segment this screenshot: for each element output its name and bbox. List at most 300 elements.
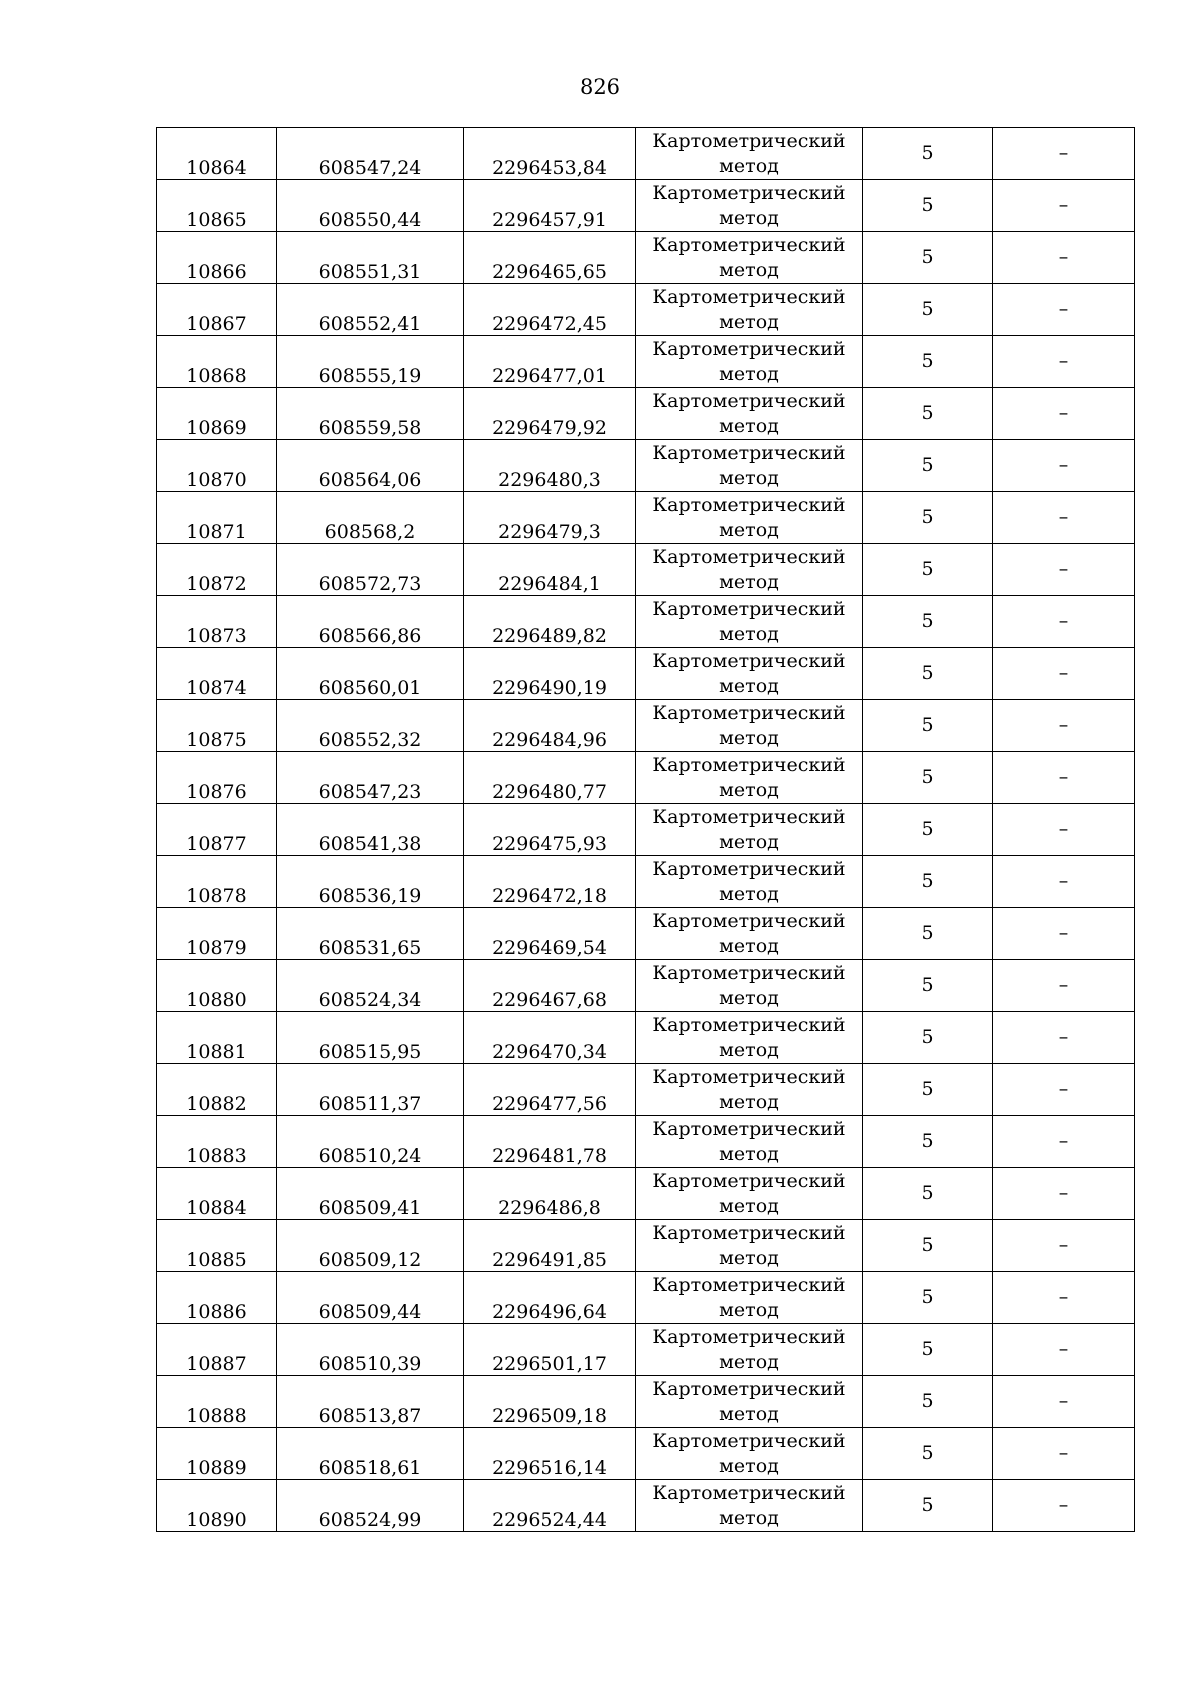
accuracy-value: 5	[863, 1272, 993, 1324]
method-line-1: Картометрический	[652, 1377, 846, 1400]
coordinate-x-cell	[277, 284, 464, 336]
coordinate-y-cell	[464, 544, 636, 596]
accuracy-value: 5	[863, 1428, 993, 1480]
point-number-cell	[157, 752, 277, 804]
method-line-1: Картометрический	[652, 1325, 846, 1348]
coordinate-x: 608552,32	[318, 729, 422, 751]
note-value: –	[993, 752, 1135, 804]
note-value: –	[993, 856, 1135, 908]
note-value: –	[993, 544, 1135, 596]
method-line-2: метод	[719, 1350, 779, 1373]
accuracy-value: 5	[863, 908, 993, 960]
coordinate-x: 608550,44	[318, 209, 422, 231]
coordinate-x-cell	[277, 1324, 464, 1376]
point-number: 10870	[186, 469, 247, 491]
coordinate-x: 608536,19	[318, 885, 422, 907]
note-value: –	[993, 1272, 1135, 1324]
table-row	[157, 440, 1135, 492]
table-row	[157, 1324, 1135, 1376]
coordinate-x: 608555,19	[318, 365, 422, 387]
coordinate-x: 608510,24	[318, 1145, 422, 1167]
coordinate-x-cell	[277, 232, 464, 284]
method-line-2: метод	[719, 1038, 779, 1061]
method-cell	[636, 284, 863, 336]
coordinate-x-cell	[277, 1012, 464, 1064]
note-value: –	[993, 700, 1135, 752]
table-row	[157, 1480, 1135, 1532]
point-number-cell	[157, 596, 277, 648]
table-row	[157, 1012, 1135, 1064]
coordinate-x-cell	[277, 804, 464, 856]
point-number-cell	[157, 284, 277, 336]
coordinate-x-cell	[277, 1428, 464, 1480]
note-value: –	[993, 1324, 1135, 1376]
coordinate-x: 608510,39	[318, 1353, 422, 1375]
table-row	[157, 1428, 1135, 1480]
coordinate-x: 608568,2	[324, 521, 416, 543]
method-cell	[636, 856, 863, 908]
coordinate-y: 2296465,65	[492, 261, 607, 283]
coordinate-x: 608509,41	[318, 1197, 422, 1219]
note-value: –	[993, 1012, 1135, 1064]
table-row	[157, 1116, 1135, 1168]
method-line-1: Картометрический	[652, 909, 846, 932]
method-line-2: метод	[719, 882, 779, 905]
point-number-cell	[157, 180, 277, 232]
coordinate-x-cell	[277, 388, 464, 440]
coordinate-x-cell	[277, 648, 464, 700]
coordinate-y: 2296481,78	[492, 1145, 607, 1167]
coordinate-x: 608559,58	[318, 417, 422, 439]
coordinate-y-cell	[464, 1168, 636, 1220]
method-line-2: метод	[719, 1194, 779, 1217]
note-value: –	[993, 1480, 1135, 1532]
method-line-1: Картометрический	[652, 1169, 846, 1192]
coordinate-x-cell	[277, 596, 464, 648]
coordinate-x: 608547,23	[318, 781, 422, 803]
method-line-1: Картометрический	[652, 1221, 846, 1244]
point-number-cell	[157, 232, 277, 284]
coordinate-x-cell	[277, 440, 464, 492]
coordinate-x: 608572,73	[318, 573, 422, 595]
point-number-cell	[157, 1272, 277, 1324]
table-row	[157, 752, 1135, 804]
method-cell	[636, 960, 863, 1012]
coordinate-x-cell	[277, 1064, 464, 1116]
point-number-cell	[157, 336, 277, 388]
coordinate-y-cell	[464, 180, 636, 232]
coordinate-y: 2296477,01	[492, 365, 607, 387]
point-number: 10885	[186, 1249, 247, 1271]
coordinate-y: 2296484,1	[498, 573, 601, 595]
point-number: 10888	[186, 1405, 247, 1427]
method-line-1: Картометрический	[652, 805, 846, 828]
coordinate-y: 2296457,91	[492, 209, 607, 231]
accuracy-value: 5	[863, 440, 993, 492]
method-line-2: метод	[719, 310, 779, 333]
method-cell	[636, 1376, 863, 1428]
accuracy-value: 5	[863, 856, 993, 908]
table-row	[157, 128, 1135, 180]
point-number: 10890	[186, 1509, 247, 1531]
coordinate-y: 2296472,45	[492, 313, 607, 335]
coordinate-x-cell	[277, 856, 464, 908]
coordinate-y: 2296524,44	[492, 1509, 607, 1531]
accuracy-value: 5	[863, 284, 993, 336]
method-line-1: Картометрический	[652, 545, 846, 568]
note-value: –	[993, 284, 1135, 336]
coordinate-x-cell	[277, 1220, 464, 1272]
coordinate-y-cell	[464, 856, 636, 908]
point-number-cell	[157, 1012, 277, 1064]
method-cell	[636, 596, 863, 648]
coordinate-y-cell	[464, 700, 636, 752]
point-number: 10871	[186, 521, 247, 543]
coordinate-y-cell	[464, 648, 636, 700]
point-number: 10868	[186, 365, 247, 387]
method-line-2: метод	[719, 986, 779, 1009]
point-number: 10875	[186, 729, 247, 751]
coordinate-y-cell	[464, 908, 636, 960]
method-line-2: метод	[719, 1246, 779, 1269]
note-value: –	[993, 336, 1135, 388]
point-number: 10882	[186, 1093, 247, 1115]
coordinate-y: 2296509,18	[492, 1405, 607, 1427]
method-line-2: метод	[719, 362, 779, 385]
method-cell	[636, 440, 863, 492]
method-line-1: Картометрический	[652, 389, 846, 412]
point-number: 10889	[186, 1457, 247, 1479]
method-cell	[636, 804, 863, 856]
method-cell	[636, 492, 863, 544]
table-row	[157, 804, 1135, 856]
point-number-cell	[157, 1168, 277, 1220]
method-cell	[636, 648, 863, 700]
point-number: 10873	[186, 625, 247, 647]
method-line-1: Картометрический	[652, 1117, 846, 1140]
note-value: –	[993, 908, 1135, 960]
method-line-1: Картометрический	[652, 129, 846, 152]
coordinate-x: 608564,06	[318, 469, 422, 491]
point-number: 10872	[186, 573, 247, 595]
point-number: 10865	[186, 209, 247, 231]
method-line-2: метод	[719, 1142, 779, 1165]
point-number-cell	[157, 544, 277, 596]
coordinate-x: 608551,31	[318, 261, 422, 283]
coordinate-x: 608531,65	[318, 937, 422, 959]
coordinate-x-cell	[277, 960, 464, 1012]
method-line-2: метод	[719, 726, 779, 749]
method-line-2: метод	[719, 258, 779, 281]
coordinate-y-cell	[464, 1220, 636, 1272]
point-number-cell	[157, 388, 277, 440]
coordinate-x-cell	[277, 1376, 464, 1428]
method-line-2: метод	[719, 622, 779, 645]
coordinate-x-cell	[277, 752, 464, 804]
method-line-1: Картометрический	[652, 597, 846, 620]
accuracy-value: 5	[863, 1324, 993, 1376]
coordinate-y-cell	[464, 1376, 636, 1428]
coordinate-y: 2296467,68	[492, 989, 607, 1011]
coordinate-y: 2296490,19	[492, 677, 607, 699]
point-number-cell	[157, 856, 277, 908]
accuracy-value: 5	[863, 700, 993, 752]
coordinate-y: 2296486,8	[498, 1197, 601, 1219]
method-cell	[636, 1428, 863, 1480]
point-number: 10876	[186, 781, 247, 803]
coordinate-x: 608524,34	[318, 989, 422, 1011]
table-row	[157, 908, 1135, 960]
point-number-cell	[157, 1376, 277, 1428]
method-cell	[636, 544, 863, 596]
note-value: –	[993, 1116, 1135, 1168]
note-value: –	[993, 1168, 1135, 1220]
method-line-1: Картометрический	[652, 649, 846, 672]
coordinate-y: 2296475,93	[492, 833, 607, 855]
method-cell	[636, 1220, 863, 1272]
coordinate-y-cell	[464, 960, 636, 1012]
accuracy-value: 5	[863, 1480, 993, 1532]
method-cell	[636, 1012, 863, 1064]
coordinate-y: 2296470,34	[492, 1041, 607, 1063]
coordinate-y-cell	[464, 284, 636, 336]
method-line-1: Картометрический	[652, 233, 846, 256]
point-number: 10879	[186, 937, 247, 959]
coordinate-y: 2296477,56	[492, 1093, 607, 1115]
point-number: 10869	[186, 417, 247, 439]
method-cell	[636, 1480, 863, 1532]
method-line-2: метод	[719, 1402, 779, 1425]
accuracy-value: 5	[863, 336, 993, 388]
note-value: –	[993, 232, 1135, 284]
note-value: –	[993, 648, 1135, 700]
coordinate-x: 608513,87	[318, 1405, 422, 1427]
coordinate-y-cell	[464, 1116, 636, 1168]
coordinate-x-cell	[277, 1272, 464, 1324]
method-line-1: Картометрический	[652, 701, 846, 724]
table-row	[157, 596, 1135, 648]
coordinate-y-cell	[464, 492, 636, 544]
method-cell	[636, 1064, 863, 1116]
method-line-2: метод	[719, 1298, 779, 1321]
coordinate-y: 2296501,17	[492, 1353, 607, 1375]
method-cell	[636, 232, 863, 284]
accuracy-value: 5	[863, 1012, 993, 1064]
point-number-cell	[157, 1220, 277, 1272]
table-row	[157, 336, 1135, 388]
method-line-1: Картометрический	[652, 1429, 846, 1452]
note-value: –	[993, 960, 1135, 1012]
method-line-1: Картометрический	[652, 857, 846, 880]
table-body	[157, 128, 1135, 1532]
table-row	[157, 856, 1135, 908]
coordinate-y: 2296491,85	[492, 1249, 607, 1271]
point-number: 10883	[186, 1145, 247, 1167]
point-number: 10864	[186, 157, 247, 179]
coordinate-y-cell	[464, 752, 636, 804]
table-row	[157, 180, 1135, 232]
point-number-cell	[157, 1480, 277, 1532]
table-row	[157, 1272, 1135, 1324]
coordinate-y: 2296472,18	[492, 885, 607, 907]
accuracy-value: 5	[863, 544, 993, 596]
method-line-1: Картометрический	[652, 285, 846, 308]
coordinate-x-cell	[277, 336, 464, 388]
note-value: –	[993, 1428, 1135, 1480]
point-number: 10867	[186, 313, 247, 335]
note-value: –	[993, 596, 1135, 648]
accuracy-value: 5	[863, 128, 993, 180]
note-value: –	[993, 1220, 1135, 1272]
point-number: 10866	[186, 261, 247, 283]
coordinate-x: 608547,24	[318, 157, 422, 179]
table-row	[157, 700, 1135, 752]
coordinate-x-cell	[277, 180, 464, 232]
accuracy-value: 5	[863, 648, 993, 700]
point-number-cell	[157, 1324, 277, 1376]
page-number: 826	[579, 75, 621, 99]
table-row	[157, 232, 1135, 284]
coordinate-x: 608518,61	[318, 1457, 422, 1479]
note-value: –	[993, 440, 1135, 492]
method-line-1: Картометрический	[652, 1273, 846, 1296]
coordinate-x-cell	[277, 128, 464, 180]
point-number: 10880	[186, 989, 247, 1011]
method-line-2: метод	[719, 1506, 779, 1529]
coordinate-x-cell	[277, 544, 464, 596]
method-cell	[636, 180, 863, 232]
point-number-cell	[157, 1428, 277, 1480]
coordinate-x: 608541,38	[318, 833, 422, 855]
point-number-cell	[157, 440, 277, 492]
point-number-cell	[157, 1116, 277, 1168]
method-line-1: Картометрический	[652, 1065, 846, 1088]
method-line-2: метод	[719, 206, 779, 229]
point-number-cell	[157, 908, 277, 960]
method-cell	[636, 128, 863, 180]
method-cell	[636, 1168, 863, 1220]
coordinate-y-cell	[464, 1012, 636, 1064]
coordinate-y-cell	[464, 1480, 636, 1532]
point-number-cell	[157, 128, 277, 180]
accuracy-value: 5	[863, 804, 993, 856]
method-line-1: Картометрический	[652, 1013, 846, 1036]
method-line-2: метод	[719, 830, 779, 853]
table-row	[157, 1064, 1135, 1116]
accuracy-value: 5	[863, 960, 993, 1012]
table-row	[157, 284, 1135, 336]
table-row	[157, 648, 1135, 700]
coordinate-y: 2296479,92	[492, 417, 607, 439]
coordinate-x-cell	[277, 492, 464, 544]
coordinate-x-cell	[277, 1116, 464, 1168]
method-line-1: Картометрический	[652, 493, 846, 516]
method-cell	[636, 388, 863, 440]
coordinate-x: 608566,86	[318, 625, 422, 647]
table-row	[157, 1376, 1135, 1428]
method-line-1: Картометрический	[652, 961, 846, 984]
coordinate-y: 2296479,3	[498, 521, 601, 543]
table-row	[157, 960, 1135, 1012]
point-number-cell	[157, 492, 277, 544]
method-line-1: Картометрический	[652, 337, 846, 360]
coordinate-y-cell	[464, 336, 636, 388]
coordinate-y: 2296469,54	[492, 937, 607, 959]
method-line-1: Картометрический	[652, 181, 846, 204]
coordinate-x: 608515,95	[318, 1041, 422, 1063]
coordinate-y-cell	[464, 596, 636, 648]
note-value: –	[993, 804, 1135, 856]
coordinate-y: 2296480,77	[492, 781, 607, 803]
point-number: 10881	[186, 1041, 247, 1063]
point-number: 10887	[186, 1353, 247, 1375]
note-value: –	[993, 180, 1135, 232]
coordinate-y: 2296480,3	[498, 469, 601, 491]
method-cell	[636, 336, 863, 388]
accuracy-value: 5	[863, 180, 993, 232]
coordinate-y: 2296484,96	[492, 729, 607, 751]
method-line-2: метод	[719, 154, 779, 177]
method-line-1: Картометрический	[652, 441, 846, 464]
method-line-2: метод	[719, 1454, 779, 1477]
point-number-cell	[157, 648, 277, 700]
coordinate-y-cell	[464, 1428, 636, 1480]
coordinate-x: 608509,44	[318, 1301, 422, 1323]
coordinate-x: 608560,01	[318, 677, 422, 699]
table-row	[157, 1168, 1135, 1220]
accuracy-value: 5	[863, 1064, 993, 1116]
coordinate-x-cell	[277, 1168, 464, 1220]
method-cell	[636, 1324, 863, 1376]
coordinate-y-cell	[464, 1324, 636, 1376]
table-row	[157, 492, 1135, 544]
coordinates-table	[156, 127, 1135, 1532]
accuracy-value: 5	[863, 752, 993, 804]
method-line-2: метод	[719, 934, 779, 957]
coordinate-y: 2296516,14	[492, 1457, 607, 1479]
table-row	[157, 388, 1135, 440]
coordinate-y: 2296489,82	[492, 625, 607, 647]
accuracy-value: 5	[863, 1116, 993, 1168]
method-cell	[636, 908, 863, 960]
coordinate-y: 2296496,64	[492, 1301, 607, 1323]
method-line-2: метод	[719, 778, 779, 801]
coordinate-x: 608511,37	[318, 1093, 422, 1115]
note-value: –	[993, 1064, 1135, 1116]
point-number-cell	[157, 700, 277, 752]
coordinate-y-cell	[464, 1064, 636, 1116]
point-number: 10886	[186, 1301, 247, 1323]
method-cell	[636, 752, 863, 804]
point-number: 10878	[186, 885, 247, 907]
method-line-2: метод	[719, 1090, 779, 1113]
coordinate-x-cell	[277, 700, 464, 752]
point-number: 10874	[186, 677, 247, 699]
point-number-cell	[157, 804, 277, 856]
accuracy-value: 5	[863, 1220, 993, 1272]
method-line-1: Картометрический	[652, 753, 846, 776]
point-number: 10884	[186, 1197, 247, 1219]
accuracy-value: 5	[863, 492, 993, 544]
point-number: 10877	[186, 833, 247, 855]
accuracy-value: 5	[863, 232, 993, 284]
coordinate-y-cell	[464, 128, 636, 180]
coordinate-y: 2296453,84	[492, 157, 607, 179]
coordinate-y-cell	[464, 1272, 636, 1324]
point-number-cell	[157, 960, 277, 1012]
accuracy-value: 5	[863, 596, 993, 648]
coordinate-y-cell	[464, 232, 636, 284]
